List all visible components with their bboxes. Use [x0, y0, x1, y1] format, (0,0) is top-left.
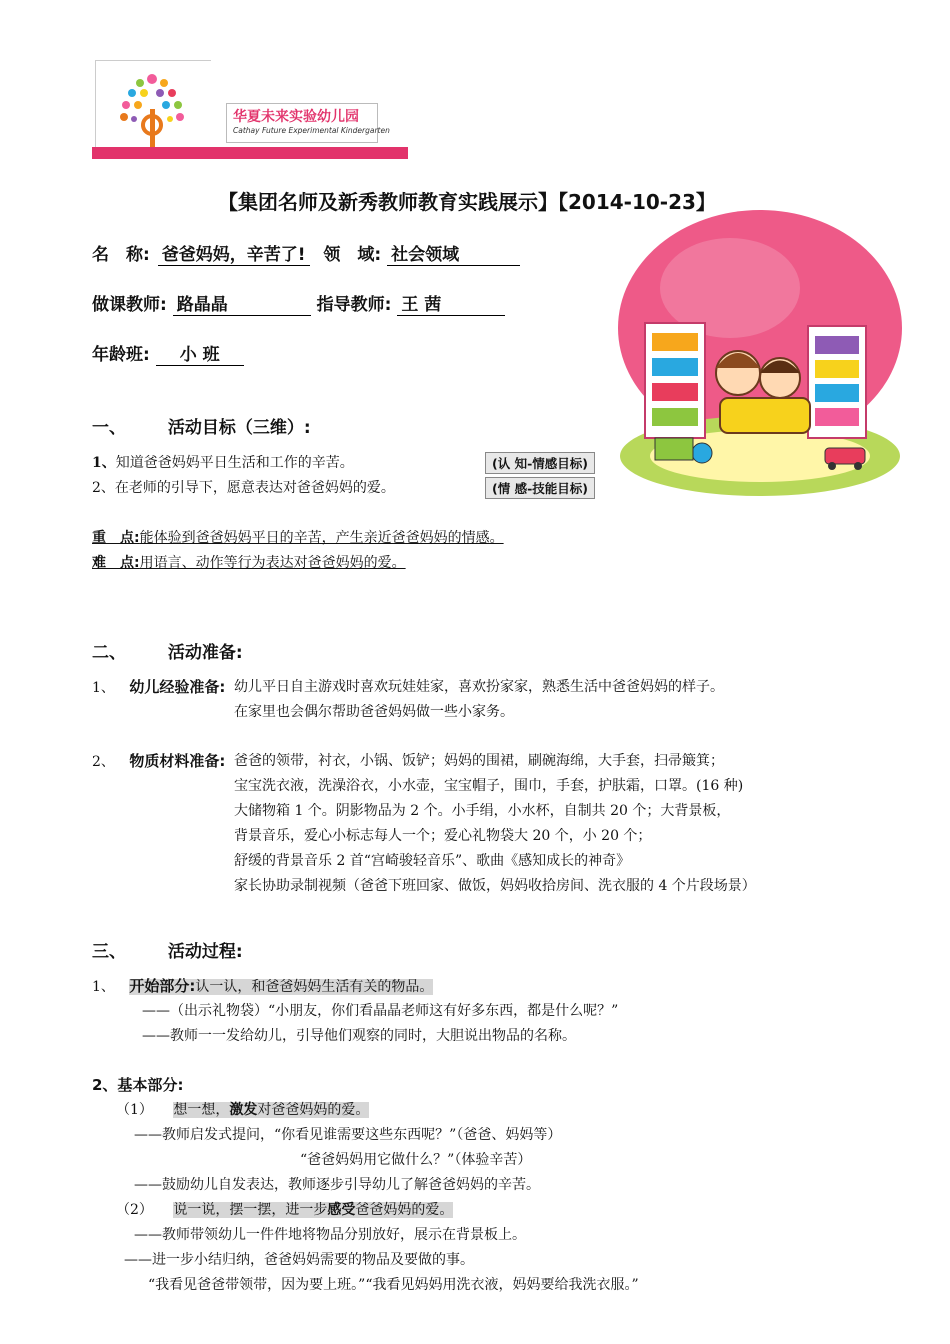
- section1-title: 活动目标（三维）:: [167, 418, 311, 438]
- prep2-line: 背景音乐，爱心小标志每人一个；爱心礼物袋大 20 个，小 20 个；: [234, 828, 652, 844]
- b2-highlight: [173, 1202, 453, 1218]
- start-line: ——（出示礼物袋）“小朋友，你们看晶晶老师这有好多东西，都是什么呢？”: [142, 1003, 619, 1019]
- section3-title: 活动过程:: [167, 942, 243, 962]
- difficulty-point: [92, 552, 406, 572]
- domain-value: 社会领域: [387, 240, 520, 266]
- goal2-tag: (情 感-技能目标): [485, 477, 595, 499]
- goal2: 2、在老师的引导下，愿意表达对爸爸妈妈的爱。: [92, 480, 395, 496]
- b1-num: （1）: [116, 1102, 153, 1118]
- start-highlight: [129, 979, 433, 995]
- logo-en-text: Cathay Future Experimental Kindergarten: [233, 126, 390, 135]
- prep2-line: 舒缓的背景音乐 2 首“宫崎骏轻音乐”、歌曲《感知成长的神奇》: [234, 853, 631, 869]
- b2-bold: 感受: [327, 1202, 356, 1218]
- domain-label: 领 域:: [323, 245, 382, 265]
- b1-post: 对爸爸妈妈的爱。: [257, 1102, 370, 1118]
- b1-highlight: [173, 1102, 369, 1118]
- age-label: 年龄班:: [92, 345, 150, 365]
- goal1-text: 知道爸爸妈妈平日生活和工作的辛苦。: [115, 455, 354, 471]
- key-text: 能体验到爸爸妈妈平日的辛苦，产生亲近爸爸妈妈的情感。: [139, 530, 504, 546]
- tree-logo-icon: [114, 69, 194, 157]
- section1-num: 一、: [92, 418, 126, 438]
- b2-line: ——教师带领幼儿一件件地将物品分别放好，展示在背景板上。: [134, 1227, 526, 1243]
- info-row-name: [92, 240, 520, 266]
- b2-post: 爸爸妈妈的爱。: [355, 1202, 454, 1218]
- prep2-label: 物质材料准备:: [129, 752, 226, 770]
- info-row-age: [92, 340, 244, 366]
- section2-num: 二、: [92, 643, 126, 663]
- b1-line: ——教师启发式提问，“你看见谁需要这些东西呢？”（爸爸、妈妈等）: [134, 1127, 562, 1143]
- start-label: 开始部分:: [129, 977, 196, 995]
- teacher-label: 做课教师:: [92, 295, 167, 315]
- prep1-label-row: [92, 676, 225, 697]
- key-point: [92, 527, 504, 547]
- prep1-num: 1、: [92, 680, 115, 696]
- goal1-num: 1、: [92, 455, 116, 471]
- info-row-teacher: [92, 290, 505, 316]
- logo-cn-text: 华夏未来实验幼儿园: [233, 109, 359, 125]
- basic-step2: [116, 1199, 453, 1219]
- b1-line: “爸爸妈妈用它做什么？”（体验辛苦）: [300, 1152, 532, 1168]
- start-num: 1、: [92, 979, 115, 995]
- key-label: 重 点:: [92, 530, 140, 546]
- b2-pre: 说一说，摆一摆，进一步: [173, 1202, 328, 1218]
- prep2-line: 大储物箱 1 个。阴影物品为 2 个。小手绢，小水杯，自制共 20 个；大背景板，: [234, 803, 731, 819]
- header-pink-bar: [92, 147, 408, 159]
- diff-label: 难 点:: [92, 555, 140, 571]
- prep2-line: 爸爸的领带，衬衣，小锅、饭铲；妈妈的围裙，刷碗海绵，大手套，扫帚簸箕；: [234, 753, 724, 769]
- goal1: [92, 452, 354, 472]
- prep1-line: 幼儿平日自主游戏时喜欢玩娃娃家，喜欢扮家家，熟悉生活中爸爸妈妈的样子。: [234, 679, 724, 695]
- prep2-label-row: [92, 750, 225, 771]
- page-title: 【集团名师及新秀教师教育实践展示】【2014-10-23】: [218, 190, 716, 214]
- section2-heading: [92, 638, 243, 663]
- guide-value: 王 茜: [397, 290, 505, 316]
- prep1-label: 幼儿经验准备:: [129, 678, 226, 696]
- name-label: 名 称:: [92, 245, 150, 265]
- teacher-value: 路晶晶: [173, 290, 311, 316]
- prep2-line: 宝宝洗衣液，洗澡浴衣，小水壶，宝宝帽子，围巾，手套，护肤霜，口罩。(16 种): [234, 778, 744, 794]
- b1-pre: 想一想，: [173, 1102, 230, 1118]
- b2-num: （2）: [116, 1202, 153, 1218]
- prep2-line: 家长协助录制视频（爸爸下班回家、做饭，妈妈收拾房间、洗衣服的 4 个片段场景）: [234, 878, 756, 894]
- guide-label: 指导教师:: [316, 295, 392, 315]
- prep1-line: 在家里也会偶尔帮助爸爸妈妈做一些小家务。: [234, 704, 514, 720]
- b2-line: ——进一步小结归纳，爸爸妈妈需要的物品及要做的事。: [124, 1252, 474, 1268]
- section3-heading: [92, 937, 243, 962]
- start-text: 认一认，和爸爸妈妈生活有关的物品。: [195, 979, 434, 995]
- family-reading-illustration: [610, 208, 910, 498]
- section1-heading: [92, 413, 311, 438]
- goal1-tag: (认 知-情感目标): [485, 452, 595, 474]
- b1-bold: 激发: [229, 1102, 258, 1118]
- section3-num: 三、: [92, 942, 126, 962]
- start-part-row: [92, 975, 433, 996]
- basic-step1: [116, 1099, 369, 1119]
- diff-text: 用语言、动作等行为表达对爸爸妈妈的爱。: [139, 555, 406, 571]
- name-value: 爸爸妈妈，辛苦了!: [158, 240, 310, 266]
- logo-textbox: [226, 103, 390, 143]
- prep2-num: 2、: [92, 754, 115, 770]
- b2-line: “我看见爸爸带领带，因为要上班。”“我看见妈妈用洗衣液，妈妈要给我洗衣服。”: [148, 1277, 639, 1293]
- start-line: ——教师一一发给幼儿，引导他们观察的同时，大胆说出物品的名称。: [142, 1028, 576, 1044]
- header-logo-area: [95, 60, 211, 159]
- section2-title: 活动准备:: [167, 643, 243, 663]
- basic-part-title: 2、基本部分:: [92, 1076, 184, 1094]
- b1-line: ——鼓励幼儿自发表达，教师逐步引导幼儿了解爸爸妈妈的辛苦。: [134, 1177, 540, 1193]
- age-value: 小 班: [156, 340, 244, 366]
